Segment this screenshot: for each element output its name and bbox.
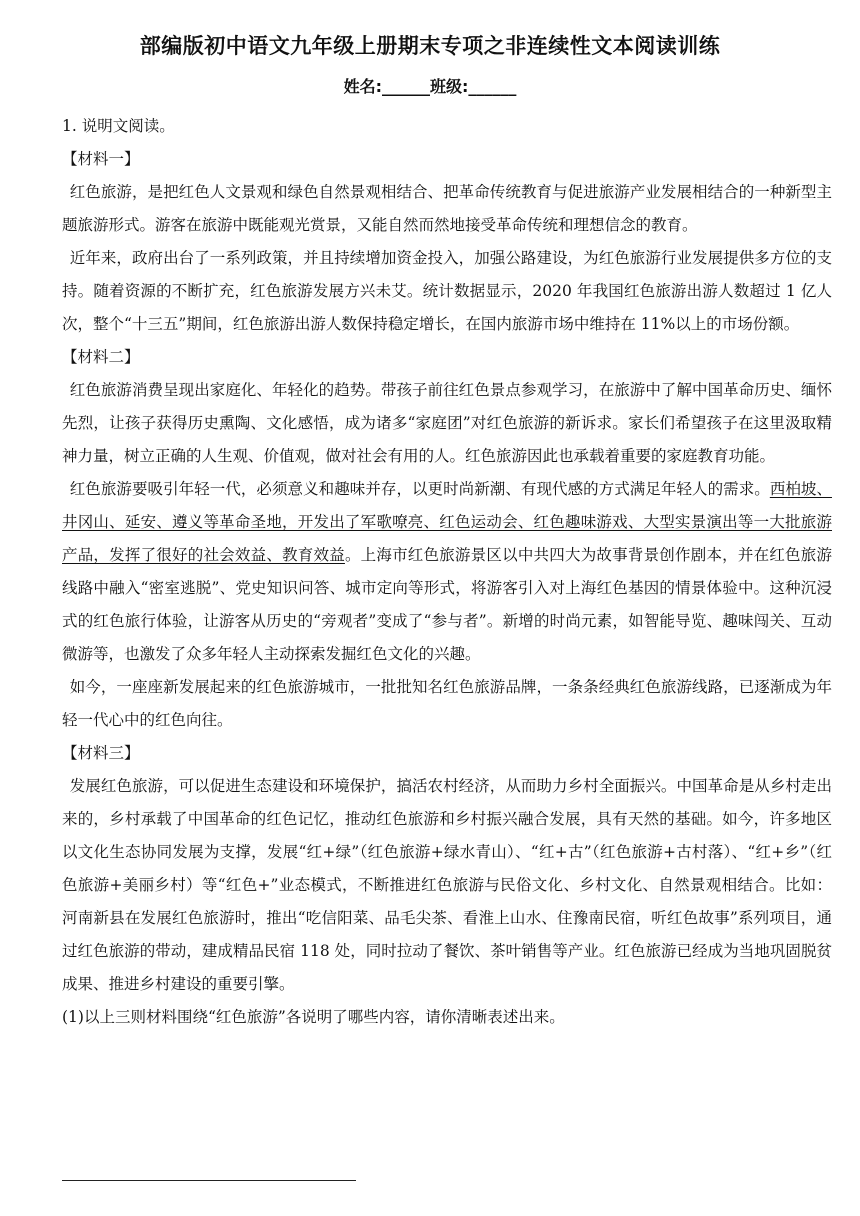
material-1-paragraph-2: 近年来，政府出台了一系列政策，并且持续增加资金投入，加强公路建设，为红色旅游行业发展提供多方位的支持。随着资源的不断扩充，红色旅游发展方兴未艾。统计数据显示，2020 年我国红色旅游出游人数超过 1 亿人次，整个“十三五”期间，红色旅游出游人数保持稳定增长，在国内旅游市场中维持在 11%以上的市场份额。 <box>62 249 832 333</box>
material-2-paragraph-2 <box>62 473 832 671</box>
sub-question-1: (1)以上三则材料围绕“红色旅游”各说明了哪些内容，请你清晰表述出来。 <box>62 1008 565 1026</box>
document-body <box>62 110 832 1034</box>
material-3-paragraph-1: 发展红色旅游，可以促进生态建设和环境保护，搞活农村经济，从而助力乡村全面振兴。中国革命是从乡村走出来的，乡村承载了中国革命的红色记忆，推动红色旅游和乡村振兴融合发展，具有天然的基础。如今，许多地区以文化生态协同发展为支撑，发展“红+绿”（红色旅游+绿水青山）、“红+古”（红色旅游+古村落）、“红+乡”（红色旅游+美丽乡村）等“红色+”业态模式，不断推进红色旅游与民俗文化、乡村文化、自然景观相结合。比如：河南新县在发展红色旅游时，推出“吃信阳菜、品毛尖茶、看淮上山水、住豫南民宿，听红色故事”系列项目，通过红色旅游的带动，建成精品民宿 118 处，同时拉动了餐饮、茶叶销售等产业。红色旅游已经成为当地巩固脱贫成果、推进乡村建设的重要引擎。 <box>62 777 832 993</box>
question-intro: 1. 说明文阅读。 <box>62 117 175 135</box>
material-3-label: 【材料三】 <box>62 744 140 762</box>
material-2-paragraph-2-start: 红色旅游要吸引年轻一代，必须意义和趣味并存，以更时尚新潮、有现代感的方式满足年轻人的需求。 <box>69 480 770 498</box>
material-2-label: 【材料二】 <box>62 348 140 366</box>
answer-line[interactable] <box>62 1180 356 1181</box>
material-2-paragraph-1: 红色旅游消费呈现出家庭化、年轻化的趋势。带孩子前往红色景点参观学习，在旅游中了解中国革命历史、缅怀先烈，让孩子获得历史熏陶、文化感悟，成为诸多“家庭团”对红色旅游的新诉求。家长们希望孩子在这里汲取精神力量，树立正确的人生观、价值观，做对社会有用的人。红色旅游因此也承载着重要的家庭教育功能。 <box>62 381 832 465</box>
material-2-paragraph-3: 如今，一座座新发展起来的红色旅游城市，一批批知名红色旅游品牌，一条条经典红色旅游线路，已逐渐成为年轻一代心中的红色向往。 <box>62 678 832 729</box>
underlined-sentence: 西柏坡、井冈山、延安、遵义等革命圣地，开发出了军歌嘹亮、红色运动会、红色趣味游戏、大型实景演出等一大批旅游产品，发挥了很好的社会效益、教育效益 <box>62 480 832 564</box>
material-1-paragraph-1: 红色旅游，是把红色人文景观和绿色自然景观相结合、把革命传统教育与促进旅游产业发展相结合的一种新型主题旅游形式。游客在旅游中既能观光赏景，又能自然而然地接受革命传统和理想信念的教育。 <box>62 183 832 234</box>
material-1-label: 【材料一】 <box>62 150 140 168</box>
material-2-paragraph-2-end: 。上海市红色旅游景区以中共四大为故事背景创作剧本，并在红色旅游线路中融入“密室逃脱”、党史知识问答、城市定向等形式，将游客引入对上海红色基因的情景体验中。这种沉浸式的红色旅行体验，让游客从历史的“旁观者”变成了“参与者”。新增的时尚元素，如智能导览、趣味闯关、互动微游等，也激发了众多年轻人主动探索发掘红色文化的兴趣。 <box>62 546 832 663</box>
document-title: 部编版初中语文九年级上册期末专项之非连续性文本阅读训练 <box>139 34 721 58</box>
name-class-line: 姓名:______班级:______ <box>343 77 517 96</box>
